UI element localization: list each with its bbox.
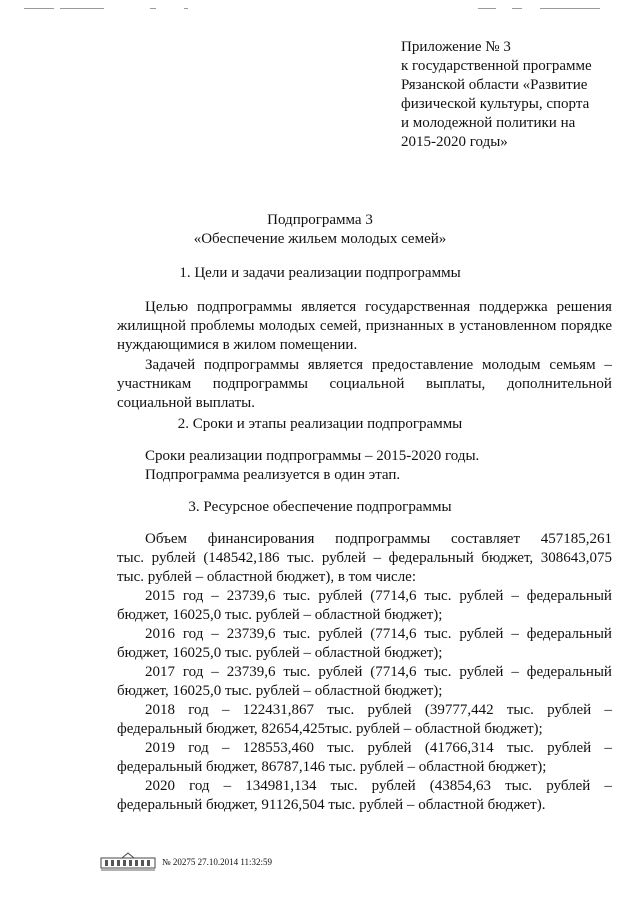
text-line: 2018 год – 122431,867 тыс. рублей (39777,442 тыс. рублей – — [145, 702, 612, 718]
section-heading: 3. Ресурсное обеспечение подпрограммы — [188, 499, 452, 515]
funding-paragraph — [117, 530, 612, 815]
appendix-line: физической культуры, спорта — [401, 96, 590, 112]
text-line: федеральный бюджет, 91126,504 тыс. рублей – областной бюджет). — [117, 797, 546, 813]
text-line: социальной выплаты. — [117, 395, 255, 411]
text-line: бюджет, 16025,0 тыс. рублей – областной бюджет); — [117, 607, 443, 623]
section-heading: 2. Сроки и этапы реализации подпрограммы — [177, 416, 463, 432]
paragraph — [117, 298, 612, 355]
text-line: 2020 год – 134981,134 тыс. рублей (43854,63 тыс. рублей – — [145, 778, 612, 794]
text-line: федеральный бюджет, 86787,146 тыс. рублей – областной бюджет); — [117, 759, 547, 775]
subprogram-title: Подпрограмма 3 — [267, 212, 373, 228]
text-line: бюджет, 16025,0 тыс. рублей – областной бюджет); — [117, 645, 443, 661]
paragraph — [117, 447, 612, 485]
appendix-line: 2015-2020 годы» — [401, 134, 508, 150]
text-line: тыс. рублей (148542,186 тыс. рублей – федеральный бюджет, 308643,075 — [117, 550, 612, 566]
text-line: нуждающимися в жилом помещении. — [117, 337, 358, 353]
text-line: 2017 год – 23739,6 тыс. рублей (7714,6 тыс. рублей – федеральный — [145, 664, 612, 680]
text-line: 2016 год – 23739,6 тыс. рублей (7714,6 тыс. рублей – федеральный — [145, 626, 612, 642]
text-line: Объем финансирования подпрограммы составляет 457185,261 — [145, 531, 612, 547]
appendix-block — [401, 38, 631, 152]
text-line: жилищной проблемы молодых семей, признанных в установленном порядке — [117, 318, 612, 334]
paragraph — [117, 356, 612, 413]
subprogram-name: «Обеспечение жильем молодых семей» — [193, 231, 447, 247]
appendix-line: и молодежной политики на — [401, 115, 576, 131]
scan-artifacts — [0, 8, 640, 16]
registry-logo-icon — [100, 852, 156, 872]
appendix-line: Приложение № 3 — [401, 39, 511, 55]
text-line: Сроки реализации подпрограммы – 2015-2020 годы. — [145, 448, 480, 464]
registration-stamp: № 20275 27.10.2014 11:32:59 — [162, 857, 273, 867]
text-line: 2019 год – 128553,460 тыс. рублей (41766,314 тыс. рублей – — [145, 740, 612, 756]
appendix-line: Рязанской области «Развитие — [401, 77, 588, 93]
text-line: тыс. рублей – областной бюджет), в том числе: — [117, 569, 417, 585]
text-line: бюджет, 16025,0 тыс. рублей – областной бюджет); — [117, 683, 443, 699]
text-line: федеральный бюджет, 82654,425тыс. рублей – областной бюджет); — [117, 721, 543, 737]
text-line: 2015 год – 23739,6 тыс. рублей (7714,6 тыс. рублей – федеральный — [145, 588, 612, 604]
section-heading: 1. Цели и задачи реализации подпрограммы — [179, 265, 461, 281]
text-line: участникам подпрограммы социальной выплаты, дополнительной — [117, 376, 612, 392]
text-line: Целью подпрограммы является государственная поддержка решения — [145, 299, 612, 315]
document-footer — [100, 851, 272, 873]
text-line: Задачей подпрограммы является предоставление молодым семьям – — [145, 357, 612, 373]
text-line: Подпрограмма реализуется в один этап. — [145, 467, 401, 483]
appendix-line: к государственной программе — [401, 58, 592, 74]
